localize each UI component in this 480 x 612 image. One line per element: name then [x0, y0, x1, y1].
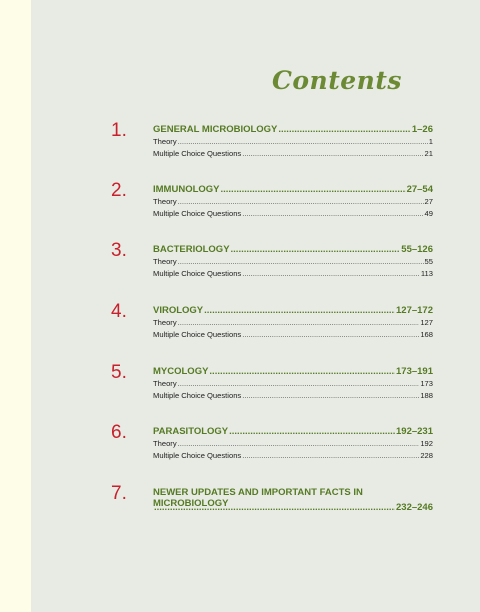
page-title: Contents — [271, 66, 402, 95]
chapter-number: 5. — [111, 362, 127, 383]
dot-leader — [221, 184, 406, 195]
dot-leader — [242, 330, 419, 339]
sub-entry-mcq[interactable] — [153, 451, 433, 460]
chapter-entry[interactable] — [153, 124, 433, 135]
sub-entry-mcq[interactable] — [153, 209, 433, 218]
sub-entry-label: Multiple Choice Questions — [153, 209, 242, 218]
sub-entry-label: Theory — [153, 439, 177, 448]
chapter-entry[interactable] — [153, 426, 433, 437]
dot-leader — [242, 391, 419, 400]
chapter-entry[interactable] — [153, 366, 433, 377]
chapter-title: IMMUNOLOGY — [153, 184, 220, 195]
dot-leader — [178, 257, 424, 266]
sub-entry-page: 192 — [420, 439, 433, 448]
sub-entry-theory[interactable] — [153, 318, 433, 327]
chapter-entry[interactable] — [153, 244, 433, 255]
sub-entry-page: 55 — [424, 257, 433, 266]
chapter-number: 3. — [111, 240, 127, 261]
dot-leader — [178, 379, 420, 388]
dot-leader — [242, 269, 420, 278]
chapter-pages: 55–126 — [401, 244, 433, 255]
sub-entry-mcq[interactable] — [153, 330, 433, 339]
chapter-number: 6. — [111, 422, 127, 443]
chapter-pages: 232–246 — [396, 502, 433, 513]
chapter-title: PARASITOLOGY — [153, 426, 229, 437]
chapter-number: 4. — [111, 301, 127, 322]
sub-entry-label: Multiple Choice Questions — [153, 451, 242, 460]
chapter-title: GENERAL MICROBIOLOGY — [153, 124, 278, 135]
sub-entry-theory[interactable] — [153, 439, 433, 448]
dot-leader — [178, 439, 420, 448]
dot-leader — [204, 305, 395, 316]
sub-entry-label: Theory — [153, 257, 177, 266]
sub-entry-label: Theory — [153, 318, 177, 327]
sub-entry-page: 173 — [420, 379, 433, 388]
chapter-entry-continuation[interactable] — [153, 502, 433, 513]
sub-entry-page: 27 — [424, 197, 433, 206]
chapter-number: 2. — [111, 180, 127, 201]
dot-leader — [178, 318, 420, 327]
left-margin-strip — [0, 0, 31, 612]
chapter-pages: 127–172 — [396, 305, 433, 316]
sub-entry-label: Multiple Choice Questions — [153, 149, 242, 158]
sub-entry-page: 113 — [420, 269, 433, 278]
sub-entry-page: 1 — [428, 137, 433, 146]
chapter-title: MYCOLOGY — [153, 366, 209, 377]
dot-leader — [242, 149, 423, 158]
dot-leader — [242, 451, 419, 460]
chapter-pages: 1–26 — [411, 124, 433, 135]
sub-entry-page: 188 — [420, 391, 433, 400]
chapter-pages: 27–54 — [406, 184, 433, 195]
sub-entry-label: Theory — [153, 379, 177, 388]
sub-entry-theory[interactable] — [153, 137, 433, 146]
dot-leader — [178, 137, 428, 146]
chapter-entry[interactable] — [153, 305, 433, 316]
chapter-title: BACTERIOLOGY — [153, 244, 230, 255]
chapter-number: 1. — [111, 120, 127, 141]
sub-entry-label: Multiple Choice Questions — [153, 269, 242, 278]
sub-entry-label: Theory — [153, 137, 177, 146]
dot-leader — [178, 197, 424, 206]
sub-entry-mcq[interactable] — [153, 149, 433, 158]
sub-entry-label: Multiple Choice Questions — [153, 391, 242, 400]
chapter-pages: 192–231 — [396, 426, 433, 437]
sub-entry-page: 228 — [420, 451, 433, 460]
sub-entry-theory[interactable] — [153, 257, 433, 266]
chapter-entry[interactable] — [153, 184, 433, 195]
sub-entry-label: Multiple Choice Questions — [153, 330, 242, 339]
dot-leader — [231, 244, 401, 255]
dot-leader — [209, 366, 395, 377]
chapter-title: VIROLOGY — [153, 305, 204, 316]
sub-entry-page: 21 — [424, 149, 433, 158]
dot-leader — [278, 124, 410, 135]
chapter-pages: 173–191 — [396, 366, 433, 377]
dot-leader — [242, 209, 423, 218]
chapter-title: NEWER UPDATES AND IMPORTANT FACTS IN MICROBIOLOGY — [153, 487, 363, 509]
sub-entry-page: 168 — [420, 330, 433, 339]
sub-entry-theory[interactable] — [153, 379, 433, 388]
chapter-number: 7. — [111, 483, 127, 504]
contents-page — [31, 0, 480, 612]
sub-entry-page: 127 — [420, 318, 433, 327]
dot-leader — [154, 502, 395, 513]
dot-leader — [229, 426, 395, 437]
sub-entry-mcq[interactable] — [153, 391, 433, 400]
sub-entry-theory[interactable] — [153, 197, 433, 206]
sub-entry-label: Theory — [153, 197, 177, 206]
sub-entry-page: 49 — [424, 209, 433, 218]
sub-entry-mcq[interactable] — [153, 269, 433, 278]
